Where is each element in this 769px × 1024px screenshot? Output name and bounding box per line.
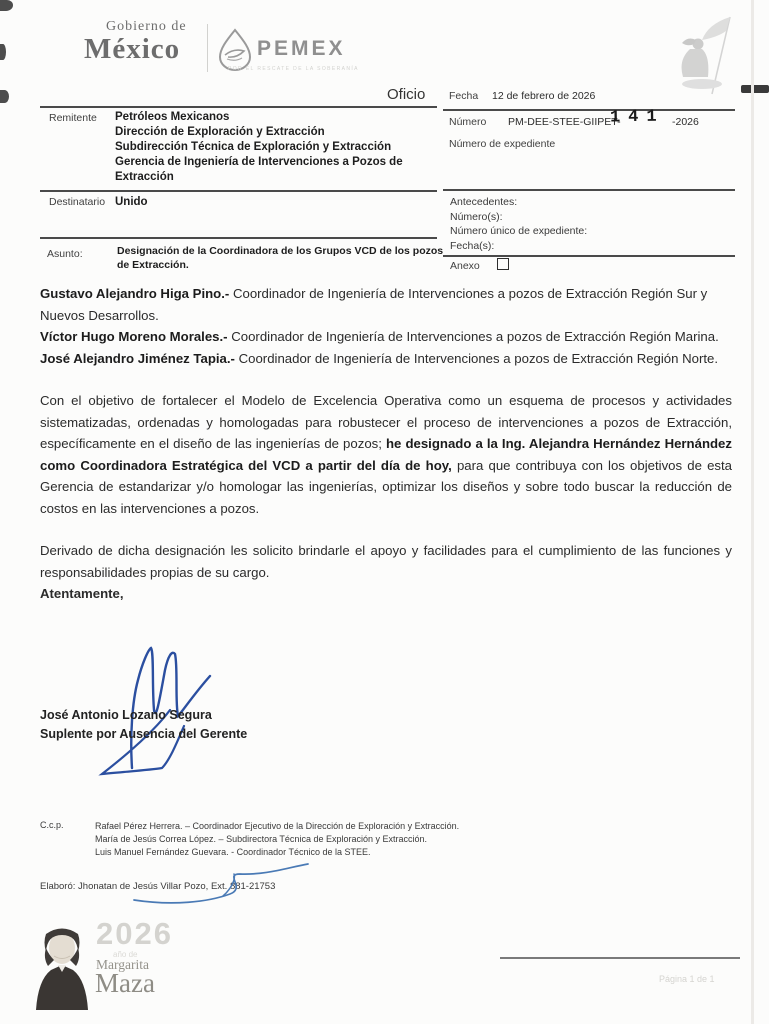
destinatario-label: Destinatario — [49, 196, 106, 208]
remitente-label: Remitente — [49, 112, 97, 124]
paragraph-bold-text: he designado a la Ing. Alejandra Hernández Hernández como Coordinadora Estratégica del VCD a partir del día de hoy, — [40, 436, 732, 473]
letter-body — [40, 283, 732, 605]
margarita-maza-portrait — [24, 918, 100, 1017]
expediente-label: Número de expediente — [449, 138, 556, 150]
page-indicator: Página 1 de 1 — [659, 974, 715, 984]
remitente-line: Gerencia de Ingeniería de Intervenciones a Pozos de Extracción — [115, 156, 403, 183]
closing-salutation: Atentamente, — [40, 586, 124, 601]
remitente-value — [115, 110, 433, 185]
remitente-line: Dirección de Exploración y Extracción — [115, 126, 325, 138]
anexo-checkbox — [497, 258, 509, 270]
recipient-line — [40, 348, 732, 370]
elaboro-label: Elaboró: — [40, 881, 76, 892]
watermark-subtitle: año de — [113, 950, 138, 959]
numero-suffix: -2026 — [672, 116, 699, 128]
divider-line — [443, 189, 735, 191]
pemex-tagline: POR EL RESCATE DE LA SOBERANÍA — [228, 66, 359, 72]
gobierno-de-mexico-logo — [84, 20, 187, 64]
ccp-list — [95, 820, 459, 859]
antecedentes-block — [450, 195, 587, 253]
paragraph-text: Con el objetivo de fortalecer el Modelo de Excelencia Operativa como un esquema de procesos y actividades sistematizadas, ordenadas y homologadas para robustecer el proceso de intervenciones a pozos de Extracción, específicamente en el diseño de las ingenierías de pozos; — [40, 393, 732, 451]
ccp-line: Luis Manuel Fernández Guevara. - Coordinador Técnico de la STEE. — [95, 847, 371, 857]
elaboro-value: Jhonatan de Jesús Villar Pozo, Ext. 881-21753 — [78, 881, 276, 892]
fechas-label: Fecha(s): — [450, 239, 495, 252]
scan-mark — [0, 44, 6, 60]
gobierno-logo-line2: México — [84, 33, 181, 65]
watermark-name-line2: Maza — [95, 968, 155, 998]
divider-line — [443, 255, 735, 257]
numero-label: Número — [449, 116, 487, 128]
anexo-label: Anexo — [450, 260, 480, 272]
fecha-value: 12 de febrero de 2026 — [492, 90, 596, 102]
antecedentes-label: Antecedentes: — [450, 196, 518, 208]
fecha-label: Fecha — [449, 90, 479, 102]
recipient-line — [40, 283, 732, 326]
remitente-line: Subdirección Técnica de Exploración y Extracción — [115, 141, 392, 153]
divider-line — [40, 106, 437, 108]
recipient-name: Gustavo Alejandro Higa Pino.- — [40, 286, 230, 301]
ccp-line: Rafael Pérez Herrera. – Coordinador Ejecutivo de la Dirección de Exploración y Extracción. — [95, 821, 460, 831]
paragraph-request: Derivado de dicha designación les solicito brindarle el apoyo y facilidades para el cumplimiento de las funciones y responsabilidades propias de su cargo. — [40, 543, 732, 580]
divider-line — [40, 190, 437, 192]
destinatario-value: Unido — [115, 196, 148, 208]
pemex-wordmark: PEMEX — [257, 37, 346, 60]
ccp-label: C.c.p. — [40, 820, 64, 830]
recipient-role: Coordinador de Ingeniería de Intervenciones a pozos de Extracción Región Norte. — [234, 350, 719, 366]
recipient-name: José Alejandro Jiménez Tapia.- — [40, 350, 235, 366]
signer-block — [40, 706, 247, 744]
paragraph-designation — [40, 390, 732, 519]
recipient-line — [40, 326, 732, 348]
watermark-name-line1: Margarita — [96, 957, 149, 972]
paragraph-text: para que contribuya con los objetivos de esta Gerencia de estandarizar y/o homologar las ingenierías, optimizar los diseños y sobre todo buscar la reducción de costos en las intervenciones a pozos. — [40, 457, 732, 516]
scan-line-artifact — [500, 957, 740, 959]
asunto-value: Designación de la Coordinadora de los Grupos VCD de los pozos de Extracción. — [117, 245, 444, 271]
flag-bearer-watermark — [656, 14, 748, 103]
divider-line — [443, 109, 735, 111]
remitente-line: Petróleos Mexicanos — [115, 111, 230, 123]
numero-stamp: 141 — [609, 107, 665, 128]
oficio-label: Oficio — [387, 86, 426, 103]
watermark-year: 2026 — [96, 916, 173, 951]
ccp-line: María de Jesús Correa López. – Subdirectora Técnica de Exploración y Extracción. — [95, 834, 428, 844]
scan-mark — [0, 0, 13, 11]
divider-line — [40, 237, 437, 239]
scan-edge — [751, 0, 754, 1024]
logo-divider — [207, 24, 208, 72]
signer-title: Suplente por Ausencia del Gerente — [40, 727, 248, 741]
scan-mark — [0, 90, 9, 103]
numeros-label: Número(s): — [450, 210, 503, 223]
recipient-role: Coordinador de Ingeniería de Intervenciones a pozos de Extracción Región Sur y Nuevos Desarrollos. — [40, 286, 708, 323]
numero-prefix: PM-DEE-STEE-GIIPET- — [508, 116, 621, 128]
elaboro-signature-ink — [128, 862, 313, 913]
recipient-name: Víctor Hugo Moreno Morales.- — [40, 329, 228, 344]
numero-unico-label: Número único de expediente: — [450, 225, 588, 237]
asunto-label: Asunto: — [47, 248, 83, 260]
recipient-role: Coordinador de Ingeniería de Intervenciones a pozos de Extracción Región Marina. — [227, 329, 719, 344]
signer-name: José Antonio Lozano Segura — [40, 708, 212, 722]
gobierno-logo-line1: Gobierno de — [106, 19, 187, 34]
